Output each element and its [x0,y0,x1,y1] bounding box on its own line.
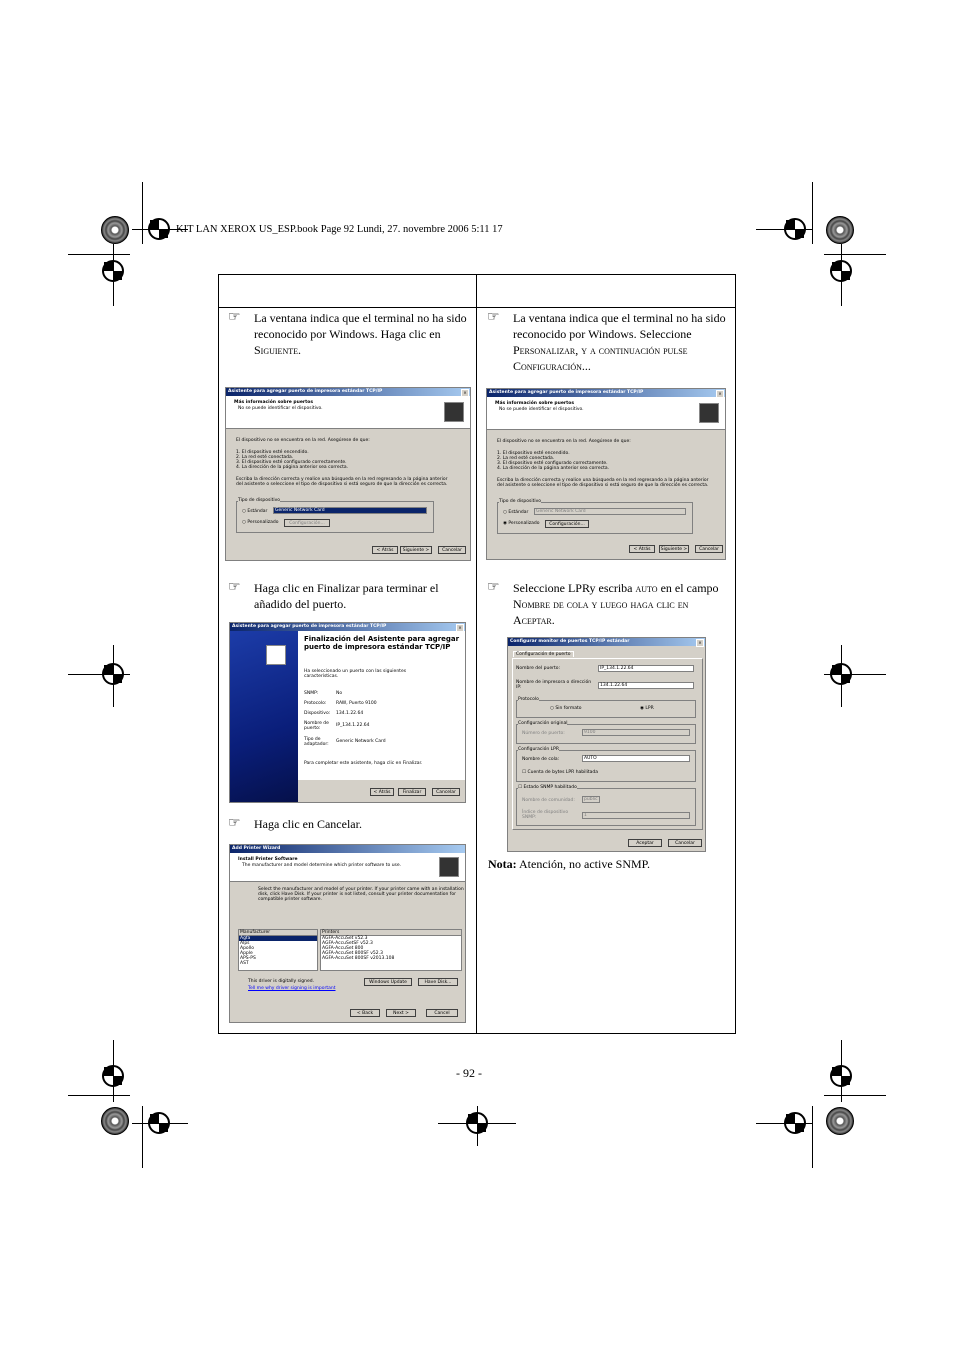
list-item[interactable]: AGFA-AccuSet v52.3 [322,936,368,941]
step-text: La ventana indica que el terminal no ha sido [254,311,467,325]
dialog-subheading: No se puede identificar el dispositivo. [238,406,323,411]
registration-disc-icon [826,216,854,244]
dialog-title: Add Printer Wizard [230,845,465,853]
dialog-list-item: 4. La dirección de la página anterior sea correcta. [236,465,349,470]
crosshair-icon [102,260,124,282]
finish-button[interactable]: Finalizar [398,788,426,796]
summary-key: SNMP: [304,691,319,696]
group-label: Tipo de dispositivo [499,499,542,504]
back-button[interactable]: < Atrás [372,546,398,554]
finish-wizard-dialog [229,622,466,803]
queue-name-input[interactable]: AUTO [582,755,690,762]
field-label: Índice de dispositivo SNMP: [522,810,569,820]
dialog-list-item: 3. El dispositivo esté configurado correctamente. [497,461,608,466]
group-label: Tipo de dispositivo [238,498,281,503]
cancel-button[interactable]: Cancelar [695,545,723,553]
cancel-button[interactable]: Cancel [426,1009,458,1017]
pointing-hand-icon: ☞ [228,815,241,831]
printers-list[interactable] [320,929,462,971]
radio-custom[interactable]: ◉ Personalizado [503,521,540,526]
field-label: Nombre de comunidad: [522,798,575,803]
dialog-list-item: 1. El dispositivo esté encendido. [497,451,570,456]
dialog-subheading: No se puede identificar el dispositivo. [499,407,584,412]
step-text: Nombre de cola y luego haga clic en [513,597,689,611]
driver-signing-link[interactable]: Tell me why driver signing is important [248,986,336,991]
community-input[interactable]: public [582,796,600,803]
port-info-dialog [225,387,471,561]
configuration-button[interactable]: Configuración... [545,520,589,528]
printer-address-input[interactable]: 134.1.22.64 [598,682,694,689]
step-text: La ventana indica que el terminal no ha sido [513,311,726,325]
registration-disc-icon [826,1107,854,1135]
dialog-list-item: 1. El dispositivo esté encendido. [236,450,309,455]
summary-key: Protocolo: [304,701,327,706]
list-item[interactable]: Alps [240,941,250,946]
close-icon[interactable]: × [461,389,469,397]
print-header: KIT LAN XEROX US_ESP.book Page 92 Lundi, 27. novembre 2006 5:11 17 [176,224,503,235]
signed-driver-text: This driver is digitally signed. [248,979,315,984]
snmp-checkbox[interactable]: ☐ Estado SNMP habilitado [518,785,577,790]
wizard-side-panel [230,631,298,802]
left-step-3 [228,816,474,834]
group-label: Configuración original [518,721,568,726]
step-text: reconocido por Windows. Seleccione [513,327,692,341]
dialog-heading: Más información sobre puertos [495,401,575,406]
list-item[interactable]: Apple [240,951,253,956]
pointing-hand-icon: ☞ [487,309,500,325]
step-text: añadido del puerto. [254,597,347,611]
list-item[interactable]: AGFA-AccuSetSF v52.3 [322,941,373,946]
next-button[interactable]: Siguiente > [660,547,688,552]
table-header-divider [218,307,736,308]
dialog-text: compatible printer software. [258,897,322,902]
list-item[interactable]: Agfa [239,936,317,941]
list-header: Printers [321,930,461,936]
device-type-group [497,502,693,534]
pointing-hand-icon: ☞ [487,579,500,595]
back-button[interactable]: < Back [350,1009,380,1017]
cancel-button[interactable]: Cancelar [432,788,460,796]
note [488,857,650,872]
dialog-text: Escriba la dirección correcta y realice una búsqueda en la red regresando a la página anterior [236,477,448,482]
printer-icon [444,402,464,422]
pointing-hand-icon: ☞ [228,309,241,325]
printer-icon [439,857,459,877]
device-type-select[interactable]: Generic Network Card [273,507,427,514]
summary-value: 134.1.22.64 [336,711,364,716]
dialog-text: disk, click Have Disk. If your printer is not listed, consult your printer documentation for [258,892,456,897]
crosshair-icon [784,218,806,240]
list-item[interactable]: APS-PS [240,956,256,961]
close-icon[interactable]: × [716,390,724,398]
dialog-title: Asistente para agregar puerto de impresora estándar TCP/IP [487,389,725,397]
checkbox-label: Estado SNMP habilitado [523,785,577,790]
step-text: Haga clic en Cancelar. [254,817,362,831]
byte-count-checkbox[interactable]: ☐ Cuenta de bytes LPR habilitada [522,770,599,775]
device-type-group [236,501,434,533]
cancel-button[interactable]: Cancelar [668,839,702,847]
summary-key: Tipo de adaptador: [304,737,329,747]
step-text: Haga clic en Finalizar para terminar el [254,581,439,595]
dialog-text: características. [304,674,339,679]
tab-port-settings[interactable]: Configuración de puerto [513,651,574,657]
dialog-list-item: 3. El dispositivo esté configurado correctamente. [236,460,347,465]
right-step-1 [487,310,733,378]
add-printer-wizard-dialog [229,844,466,1023]
next-button[interactable]: Next > [386,1009,416,1017]
step-text: Siguiente. [254,343,301,357]
close-icon[interactable]: × [456,624,464,632]
radio-label: Estándar [508,510,529,515]
port-monitor-config-dialog [507,637,706,852]
step-text: auto [635,581,658,595]
summary-key: Dispositivo: [304,711,331,716]
have-disk-button[interactable]: Have Disk... [418,978,458,986]
next-button[interactable]: Siguiente > [400,546,432,554]
registration-disc-icon [101,216,129,244]
step-text: Configuración... [513,359,591,373]
step-text: Aceptar. [513,613,555,627]
crosshair-icon [148,218,170,240]
summary-key: Nombre de puerto: [304,721,329,731]
checkbox-label: Cuenta de bytes LPR habilitada [527,770,599,775]
back-button[interactable]: < Atrás [629,545,655,553]
port-name-input[interactable]: IP_134.1.22.64 [598,665,694,672]
step-text: Personalizar, y a continuación pulse [513,343,688,357]
note-text: Atención, no active SNMP. [519,857,651,871]
dialog-title: Asistente para agregar puerto de impresora estándar TCP/IP [230,623,465,631]
radio-standard[interactable]: ○ Estándar [503,510,529,515]
left-step-1 [228,310,474,362]
wizard-heading: Finalización del Asistente para agregar [304,635,460,643]
dialog-heading: Install Printer Software [238,857,298,862]
summary-value: IP_134.1.22.64 [336,723,370,728]
note-label: Nota: [488,857,517,871]
dialog-text: El dispositivo no se encuentra en la red. Asegúrese de que: [497,439,631,444]
field-label: Nombre de cola: [522,757,560,762]
group-label: Protocolo [518,697,539,702]
radio-standard[interactable]: ○ Estándar [242,509,268,514]
field-label: Nombre de impresora o dirección IP: [516,680,592,690]
summary-value: No [336,691,343,696]
configuration-button[interactable]: Configuración... [284,519,330,527]
summary-value: Generic Network Card [336,739,386,744]
field-label: Nombre del puerto: [516,666,560,671]
dialog-list-item: 2. La red esté conectada. [236,455,294,460]
port-number-input[interactable]: 9100 [582,729,690,736]
radio-raw[interactable]: ○ Sin formato [550,706,582,711]
step-text: en el campo [660,581,719,595]
crosshair-icon [102,1065,124,1087]
printer-icon [266,645,286,665]
windows-update-button[interactable]: Windows Update [364,978,412,986]
ok-button[interactable]: Aceptar [628,839,662,847]
wizard-heading: puerto de impresora estándar TCP/IP [304,643,451,651]
device-index-input[interactable]: 1 [582,812,690,819]
step-text: reconocido por Windows. Haga clic en [254,327,441,341]
radio-label: Personalizado [247,520,279,525]
crosshair-icon [148,1112,170,1134]
radio-custom[interactable]: ○ Personalizado [242,520,279,525]
port-info-dialog-custom [486,388,726,560]
left-step-2 [228,580,474,614]
radio-label: Estándar [247,509,268,514]
device-type-select[interactable]: Generic Network Card [534,508,686,515]
dialog-text: Select the manufacturer and model of your printer. If your printer came with an installation [258,887,464,892]
cancel-button[interactable]: Cancelar [438,546,466,554]
radio-lpr[interactable]: ◉ LPR [640,706,654,711]
manufacturer-list[interactable] [238,929,318,971]
list-item[interactable]: AGFA-AccuSet 800 [322,946,364,951]
dialog-text: Para completar este asistente, haga clic en Finalizar. [304,761,423,766]
back-button[interactable]: < Atrás [370,788,394,796]
radio-label: Sin formato [555,706,582,711]
pointing-hand-icon: ☞ [228,579,241,595]
summary-value: RAW, Puerto 9100 [336,701,377,706]
crosshair-icon [830,260,852,282]
printer-icon [699,403,719,423]
crosshair-icon [784,1112,806,1134]
step-text: Seleccione LPRy escriba [513,581,633,595]
dialog-text: Ha seleccionado un puerto con las siguientes [304,669,407,674]
registration-disc-icon [101,1107,129,1135]
group-label: Configuración LPR [518,747,560,752]
list-item[interactable]: AGFA-AccuSet 800SF v52.3 [322,951,383,956]
radio-label: Personalizado [508,521,540,526]
list-header: Manufacturer [239,930,317,936]
dialog-list-item: 2. La red esté conectada. [497,456,555,461]
close-icon[interactable]: × [696,639,704,647]
dialog-text: El dispositivo no se encuentra en la red. Asegúrese de que: [236,438,370,443]
dialog-title: Asistente para agregar puerto de impresora estándar TCP/IP [226,388,470,396]
dialog-heading: Más información sobre puertos [234,400,314,405]
crosshair-icon [830,1065,852,1087]
dialog-text: del asistente o seleccione el tipo de dispositivo si está seguro de que la dirección es correcta. [497,483,709,488]
list-item[interactable]: Apollo [240,946,254,951]
dialog-text: Escriba la dirección correcta y realice una búsqueda en la red regresando a la página anterior [497,478,709,483]
crosshair-icon [466,1112,488,1134]
dialog-subheading: The manufacturer and model determine which printer software to use. [242,863,402,868]
dialog-list-item: 4. La dirección de la página anterior sea correcta. [497,466,610,471]
dialog-text: del asistente o seleccione el tipo de dispositivo si está seguro de que la dirección es correcta. [236,482,448,487]
dialog-title: Configurar monitor de puertos TCP/IP estándar [508,638,705,646]
table-column-divider [476,274,477,1034]
right-step-2 [487,580,733,632]
list-item[interactable]: AST [240,961,249,966]
radio-label: LPR [645,706,654,711]
list-item[interactable]: AGFA-AccuSet 800SF v2013.108 [322,956,395,961]
field-label: Número de puerto: [522,731,565,736]
page-number: - 92 - [456,1066,482,1080]
